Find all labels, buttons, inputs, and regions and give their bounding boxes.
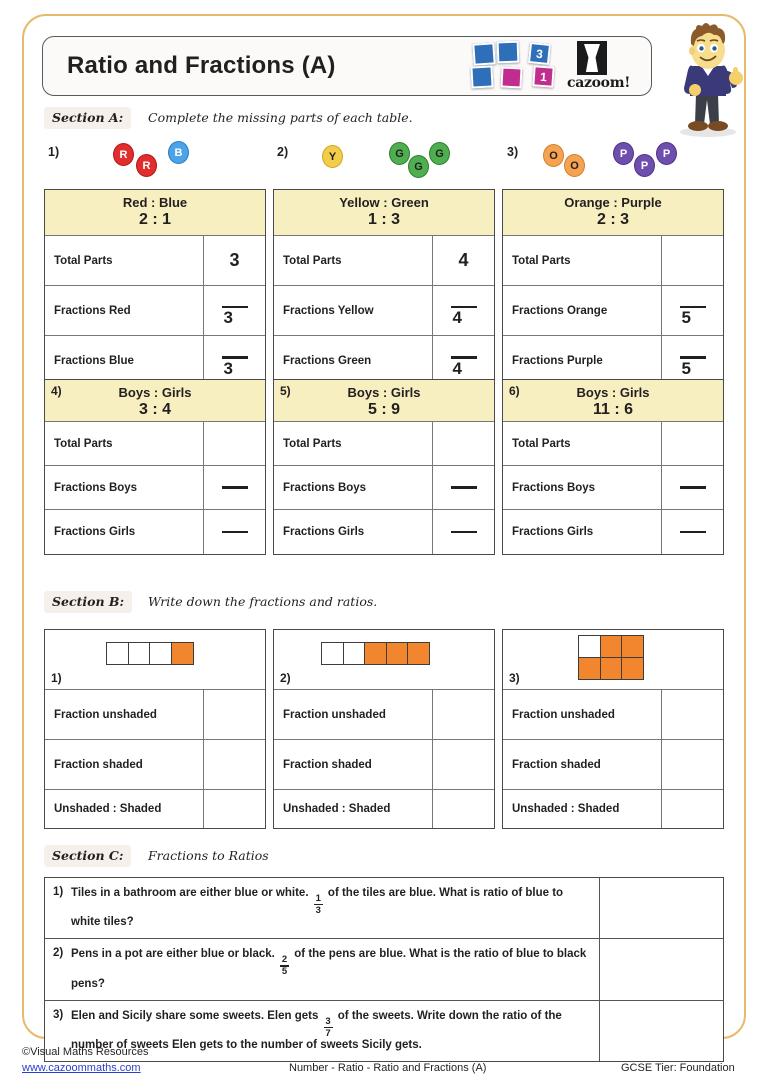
- answer-cell[interactable]: [599, 939, 723, 999]
- ratio-table-1-ratio: 2 : 1: [138, 211, 171, 228]
- fraction-numerator: 2: [281, 954, 288, 966]
- shade-figure-2: [274, 630, 494, 690]
- ratio-table-6-header: [503, 380, 723, 422]
- table-row: [45, 466, 265, 510]
- logo-tile-blue-3: [470, 65, 493, 88]
- counter-green-2: G: [408, 155, 429, 178]
- answer-cell[interactable]: [661, 790, 723, 828]
- row-label: Fraction unshaded: [283, 708, 386, 721]
- ratio-table-4-number: 4): [51, 384, 62, 398]
- logo-tile-magenta: [500, 66, 522, 88]
- footer-copyright: ©Visual Maths Resources: [22, 1046, 149, 1058]
- shaded-grid-2: [322, 643, 439, 665]
- section-c-label: Section C:: [52, 848, 124, 863]
- fraction-denominator[interactable]: [453, 533, 475, 544]
- table-row: [503, 466, 723, 510]
- row-value[interactable]: [661, 236, 723, 285]
- row-fraction[interactable]: [203, 466, 265, 509]
- fraction-denominator[interactable]: [224, 489, 246, 500]
- counter-red-2: R: [136, 154, 157, 177]
- section-c-pill: [44, 845, 131, 867]
- row-value[interactable]: [661, 422, 723, 465]
- ratio-table-1-names: Red : Blue: [122, 195, 188, 210]
- answer-cell[interactable]: [432, 690, 494, 739]
- counter-purple-2: P: [634, 154, 655, 177]
- ratio-table-1: [44, 189, 266, 387]
- grid-cell: [149, 642, 172, 665]
- counter-group-1-number: 1): [48, 145, 60, 159]
- ratio-table-3-ratio: 2 : 3: [596, 211, 629, 228]
- shade-table-2-number: 2): [280, 671, 291, 685]
- problem-text: [71, 878, 599, 938]
- problem-number: 1): [53, 886, 64, 898]
- answer-cell[interactable]: [203, 790, 265, 828]
- ratio-table-5-ratio: 5 : 9: [367, 401, 400, 418]
- fraction-numerator[interactable]: [682, 295, 704, 306]
- counter-orange-1: O: [543, 144, 564, 167]
- fraction-numerator[interactable]: [453, 475, 475, 486]
- row-label: Fractions Yellow: [283, 304, 374, 317]
- table-row: [45, 790, 265, 828]
- section-b-label: Section B:: [52, 594, 125, 609]
- fraction-numerator[interactable]: [224, 345, 246, 356]
- fraction-denominator: 7: [325, 1027, 331, 1039]
- fraction-numerator[interactable]: [682, 520, 704, 531]
- grid-cell: [578, 635, 601, 658]
- ratio-table-2-header: [274, 190, 494, 236]
- row-label: Fractions Blue: [54, 355, 134, 367]
- table-row: [503, 790, 723, 828]
- table-row: [503, 740, 723, 790]
- fraction-denominator: 4: [452, 308, 462, 328]
- fraction-numerator: 1: [315, 893, 321, 904]
- answer-cell[interactable]: [599, 878, 723, 938]
- table-row: [45, 286, 265, 336]
- row-label: Unshaded : Shaded: [512, 803, 620, 815]
- ratio-table-5-header: [274, 380, 494, 422]
- table-row: [45, 878, 723, 939]
- fraction-numerator[interactable]: [453, 295, 475, 306]
- grid-cell: [128, 642, 151, 665]
- section-c-header: [44, 845, 644, 867]
- answer-cell[interactable]: [432, 790, 494, 828]
- table-row: [503, 690, 723, 740]
- row-label: Fractions Girls: [54, 526, 136, 538]
- logo-tile-blue-1: [472, 42, 495, 65]
- table-row: [45, 422, 265, 466]
- footer-website-link[interactable]: www.cazoommaths.com: [22, 1062, 141, 1074]
- problem-text-after: of the pens are blue. What is the ratio of blue to black pens?: [71, 948, 587, 990]
- table-row: [274, 466, 494, 510]
- fraction-numerator[interactable]: [682, 345, 704, 356]
- row-label: Fractions Green: [283, 355, 372, 367]
- row-value[interactable]: [432, 422, 494, 465]
- counter-green-1: G: [389, 142, 410, 165]
- grid-cell-shaded: [578, 657, 601, 680]
- ratio-table-1-header: [45, 190, 265, 236]
- table-row: [503, 286, 723, 336]
- grid-cell-shaded: [364, 642, 387, 665]
- ratio-table-2: [273, 189, 495, 387]
- section-c-desc: Fractions to Ratios: [148, 848, 269, 863]
- counter-red-1: R: [113, 143, 134, 166]
- logo-tile-blue-2: [497, 41, 520, 64]
- answer-cell[interactable]: [661, 690, 723, 739]
- answer-cell[interactable]: [203, 690, 265, 739]
- table-row: [274, 690, 494, 740]
- grid-cell: [343, 642, 366, 665]
- row-label: Total Parts: [54, 254, 113, 267]
- section-b-header: [44, 591, 644, 613]
- row-value[interactable]: [203, 422, 265, 465]
- row-label: Fraction unshaded: [54, 708, 157, 721]
- ratio-table-2-ratio: 1 : 3: [367, 211, 400, 228]
- fraction-denominator: 3: [223, 358, 233, 378]
- row-label: Total Parts: [283, 437, 342, 450]
- answer-cell[interactable]: [203, 740, 265, 789]
- problem-text-after: of the sweets. Write down the ratio of the number of sweets Elen gets to the number of sweets Sicily gets.: [71, 1009, 562, 1052]
- counter-green-3: G: [429, 142, 450, 165]
- word-problems-table: [44, 877, 724, 1062]
- fraction-denominator: 3: [223, 308, 233, 328]
- section-b-desc: Write down the fractions and ratios.: [148, 594, 378, 609]
- fraction-denominator: 5: [281, 966, 288, 978]
- row-value[interactable]: 4: [432, 236, 494, 285]
- row-fraction[interactable]: [661, 510, 723, 554]
- row-fraction[interactable]: [203, 286, 265, 335]
- cazoom-logo: [467, 41, 635, 91]
- problem-text: [71, 939, 599, 999]
- row-label: Fractions Girls: [512, 526, 594, 538]
- shade-figure-1: [45, 630, 265, 690]
- row-label: Fractions Girls: [283, 526, 365, 538]
- row-fraction[interactable]: [432, 510, 494, 554]
- row-label: Fractions Boys: [512, 481, 596, 494]
- fraction-denominator: 5: [681, 308, 691, 328]
- shaded-grid-3: [579, 636, 649, 679]
- table-row: [274, 740, 494, 790]
- logo-tile-num-1: [532, 65, 554, 87]
- inline-fraction: [324, 1017, 333, 1038]
- row-fraction[interactable]: [661, 286, 723, 335]
- table-row: [45, 690, 265, 740]
- table-row: [503, 510, 723, 554]
- row-label: Unshaded : Shaded: [283, 803, 391, 815]
- row-fraction[interactable]: [432, 286, 494, 335]
- footer-center-label: Number - Ratio - Ratio and Fractions (A): [289, 1062, 487, 1074]
- table-row: [503, 236, 723, 286]
- row-label: Total Parts: [512, 437, 571, 450]
- counter-blue-1: B: [168, 141, 189, 164]
- row-label: Fraction unshaded: [512, 708, 615, 721]
- logo-tile-num-3: [528, 42, 551, 65]
- row-label: Total Parts: [283, 254, 342, 267]
- row-label: Unshaded : Shaded: [54, 803, 162, 815]
- fraction-numerator[interactable]: [224, 475, 246, 486]
- answer-cell[interactable]: [432, 740, 494, 789]
- counter-group-3-number: 3): [507, 145, 519, 159]
- row-label: Fraction shaded: [512, 758, 601, 771]
- title-bar: [42, 36, 652, 96]
- grid-cell-shaded: [171, 642, 194, 665]
- ratio-table-4-names: Boys : Girls: [118, 385, 192, 400]
- fraction-denominator[interactable]: [453, 489, 475, 500]
- table-row: [45, 510, 265, 554]
- shade-figure-3: [503, 630, 723, 690]
- ratio-table-2-names: Yellow : Green: [339, 195, 429, 210]
- row-label: Fraction shaded: [283, 758, 372, 771]
- fraction-numerator[interactable]: [682, 475, 704, 486]
- problem-text-after: of the tiles are blue. What is ratio of blue to white tiles?: [71, 887, 564, 929]
- section-a-pill: [44, 107, 131, 129]
- shade-table-1: [44, 629, 266, 829]
- problem-number: 3): [53, 1008, 64, 1021]
- row-label: Fraction shaded: [54, 758, 143, 771]
- shade-table-3-number: 3): [509, 671, 520, 685]
- table-row: [45, 939, 723, 1000]
- row-label: Total Parts: [54, 437, 113, 450]
- ratio-table-3-header: [503, 190, 723, 236]
- grid-cell-shaded: [386, 642, 409, 665]
- logo-tile-1-label: 1: [539, 69, 548, 85]
- fraction-denominator[interactable]: [682, 489, 704, 500]
- ratio-table-3-names: Orange : Purple: [564, 195, 662, 210]
- counter-yellow-1: Y: [322, 145, 343, 168]
- row-fraction[interactable]: [661, 466, 723, 509]
- logo-brand-label: cazoom!: [567, 75, 631, 91]
- shade-table-1-number: 1): [51, 671, 62, 685]
- grid-cell: [106, 642, 129, 665]
- section-a-desc: Complete the missing parts of each table.: [148, 110, 413, 125]
- shade-table-3: [502, 629, 724, 829]
- fraction-denominator[interactable]: [682, 533, 704, 544]
- ratio-table-4-ratio: 3 : 4: [138, 401, 171, 418]
- inline-fraction: [280, 955, 289, 976]
- problem-text: [71, 1001, 599, 1061]
- grid-cell-shaded: [407, 642, 430, 665]
- table-row: [503, 422, 723, 466]
- counter-purple-1: P: [613, 142, 634, 165]
- row-value[interactable]: 3: [203, 236, 265, 285]
- grid-cell: [321, 642, 344, 665]
- grid-cell-shaded: [621, 635, 644, 658]
- fraction-denominator[interactable]: [224, 533, 246, 544]
- shade-table-2: [273, 629, 495, 829]
- table-row: [45, 236, 265, 286]
- ratio-table-5-names: Boys : Girls: [347, 385, 421, 400]
- ratio-table-5-number: 5): [280, 384, 291, 398]
- fraction-denominator: 5: [681, 358, 691, 378]
- row-label: Fractions Boys: [283, 481, 367, 494]
- row-label: Fractions Boys: [54, 481, 138, 494]
- logo-tile-3-label: 3: [535, 46, 544, 62]
- answer-cell[interactable]: [599, 1001, 723, 1061]
- row-label: Fractions Red: [54, 304, 131, 317]
- hourglass-icon: [577, 41, 607, 75]
- ratio-table-6-number: 6): [509, 384, 520, 398]
- counter-purple-3: P: [656, 142, 677, 165]
- table-row: [274, 286, 494, 336]
- fraction-numerator[interactable]: [453, 345, 475, 356]
- ratio-table-6-ratio: 11 : 6: [592, 401, 634, 418]
- boy-mascot-icon: [662, 20, 754, 138]
- page-title: Ratio and Fractions (A): [67, 52, 336, 79]
- ratio-table-3: [502, 189, 724, 387]
- problem-text-before: Tiles in a bathroom are either blue or white.: [71, 887, 309, 899]
- problem-number: 2): [53, 947, 64, 960]
- grid-cell-shaded: [600, 657, 623, 680]
- ratio-table-6: [502, 379, 724, 555]
- table-row: [274, 236, 494, 286]
- row-label: Fractions Orange: [512, 304, 608, 317]
- fraction-numerator: 3: [325, 1015, 331, 1027]
- table-row: [274, 790, 494, 828]
- inline-fraction: [314, 894, 323, 915]
- fraction-numerator[interactable]: [224, 295, 246, 306]
- table-row: [274, 510, 494, 554]
- ratio-table-4: [44, 379, 266, 555]
- grid-cell-shaded: [600, 635, 623, 658]
- section-a-header: [44, 107, 644, 129]
- shaded-grid-1: [107, 643, 201, 665]
- counter-group-2-number: 2): [277, 145, 289, 159]
- ratio-table-5: [273, 379, 495, 555]
- ratio-table-6-names: Boys : Girls: [576, 385, 650, 400]
- fraction-numerator[interactable]: [224, 520, 246, 531]
- fraction-denominator: 3: [315, 904, 321, 916]
- footer-tier-label: GCSE Tier: Foundation: [621, 1062, 735, 1074]
- problem-text-before: Pens in a pot are either blue or black.: [71, 948, 275, 961]
- problem-text-before: Elen and Sicily share some sweets. Elen gets: [71, 1009, 319, 1022]
- row-fraction[interactable]: [432, 466, 494, 509]
- table-row: [274, 422, 494, 466]
- counter-orange-2: O: [564, 154, 585, 177]
- ratio-table-4-header: [45, 380, 265, 422]
- section-b-pill: [44, 591, 132, 613]
- grid-cell-shaded: [621, 657, 644, 680]
- row-label: Fractions Purple: [512, 355, 603, 367]
- answer-cell[interactable]: [661, 740, 723, 789]
- row-label: Total Parts: [512, 254, 571, 267]
- fraction-numerator[interactable]: [453, 520, 475, 531]
- table-row: [45, 740, 265, 790]
- section-a-label: Section A:: [52, 110, 124, 125]
- row-fraction[interactable]: [203, 510, 265, 554]
- fraction-denominator: 4: [452, 358, 462, 378]
